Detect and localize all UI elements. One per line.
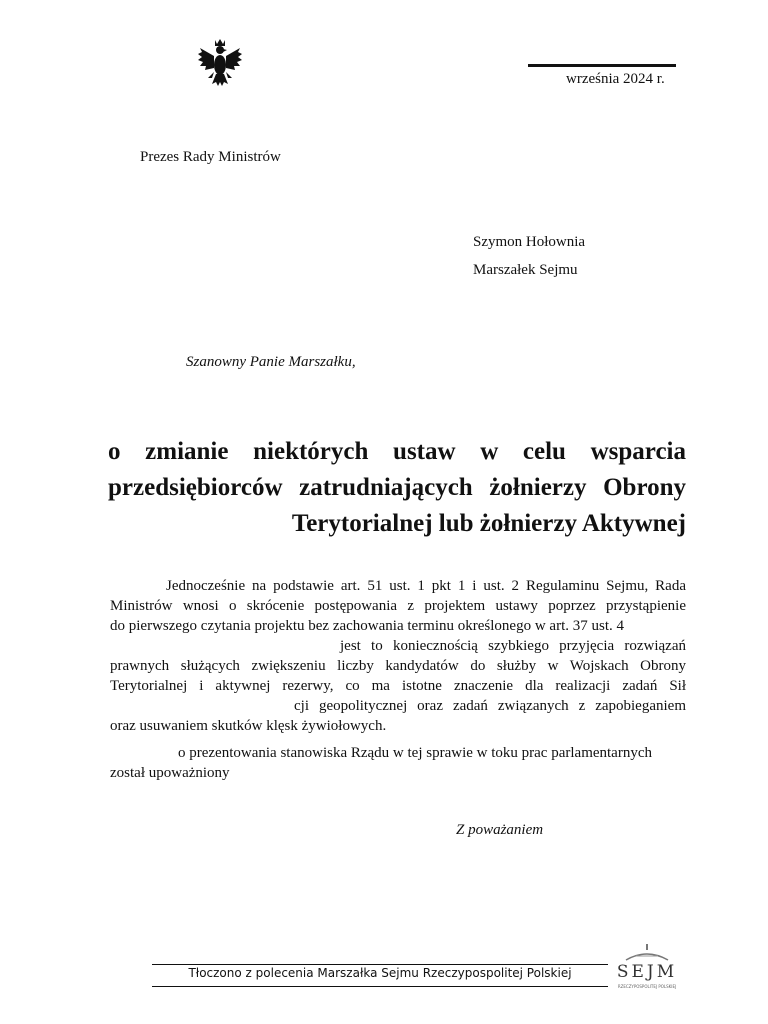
body-line: został upoważniony [110,765,230,781]
salutation: Szanowny Panie Marszałku, [186,354,356,370]
sejm-building-icon [614,942,680,962]
body-line: Jednocześnie na podstawie art. 51 ust. 1 pkt 1 i ust. 2 Regulaminu Sejmu, Rada [166,578,686,594]
body-line: jest to koniecznością szybkiego przyjęcia rozwiązań [340,638,686,654]
body-line: do pierwszego czytania projektu bez zachowania terminu określonego w art. 37 ust. 4 [110,618,624,634]
sejm-logo [614,942,680,992]
polish-eagle-emblem-icon [196,38,244,88]
date-line [528,64,676,67]
sejm-logo-text: SEJM [616,962,678,982]
footer-divider [152,986,608,987]
body-line: oraz usuwaniem skutków klęsk żywiołowych. [110,718,387,734]
sejm-logo-subtext: RZECZYPOSPOLITEJ POLSKIEJ [617,984,677,989]
footer-text: Tłoczono z polecenia Marszałka Sejmu Rzeczypospolitej Polskiej [188,966,572,980]
footer-divider [152,964,608,965]
recipient-role: Marszałek Sejmu [473,262,578,278]
body-line: prawnych służących zwiększeniu liczby kandydatów do służby w Wojskach Obrony [110,658,686,674]
closing: Z poważaniem [456,822,544,838]
body-line: cji geopolitycznej oraz zadań związanych z zapobieganiem [294,698,686,714]
body-line: Ministrów wnosi o skrócenie postępowania z projektem ustawy poprzez przystąpienie [110,598,686,614]
recipient-name: Szymon Hołownia [473,234,586,250]
document-date: września 2024 r. [566,71,665,87]
body-line: Terytorialnej i aktywnej rezerwy, co ma istotne znaczenie dla realizacji zadań Sił [110,678,686,694]
body-line: o prezentowania stanowiska Rządu w tej sprawie w toku prac parlamentarnych [178,745,652,761]
bill-title: o zmianie niektórych ustaw w celu wsparcia przedsiębiorców zatrudniających żołnierzy Obrony Terytorialnej lub żołnierzy Aktywnej [108,438,686,537]
sender-title: Prezes Rady Ministrów [140,149,281,165]
